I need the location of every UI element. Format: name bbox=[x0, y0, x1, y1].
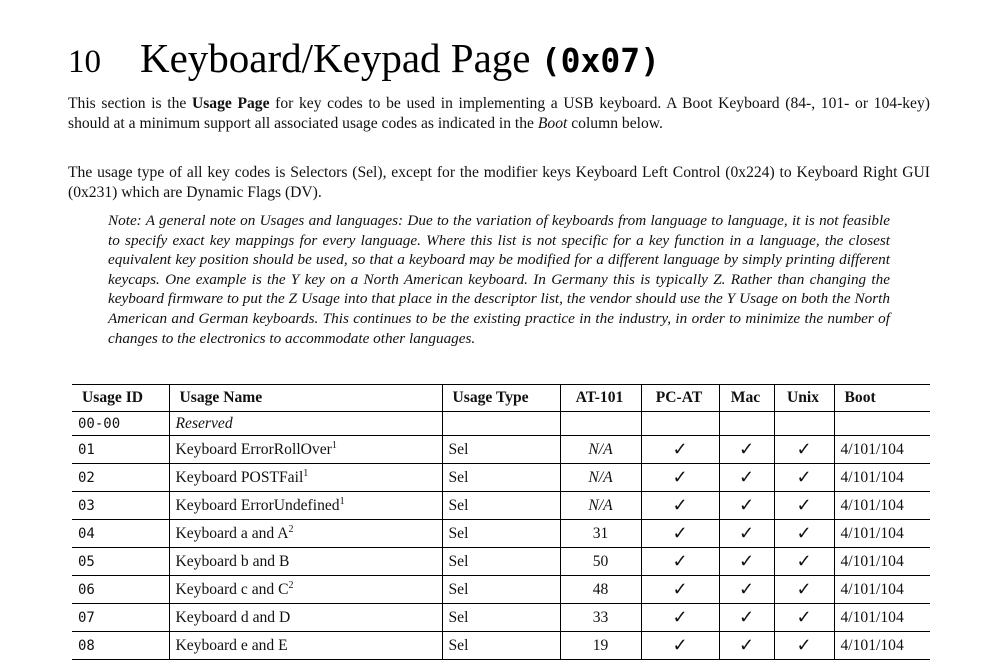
section-heading bbox=[68, 30, 660, 90]
table-row bbox=[72, 492, 930, 520]
table-row bbox=[72, 464, 930, 492]
usage-name-text: Keyboard b and B bbox=[175, 552, 290, 570]
table-body bbox=[72, 412, 930, 660]
cell-pcat-check: ✓ bbox=[641, 464, 719, 492]
cell-usage-type: Sel bbox=[442, 604, 560, 632]
section-title: Keyboard/Keypad Page bbox=[140, 35, 531, 81]
cell-usage-type: Sel bbox=[442, 464, 560, 492]
header-mac: Mac bbox=[719, 385, 774, 412]
cell-usage-name bbox=[169, 412, 442, 436]
cell-unix-check: ✓ bbox=[774, 492, 834, 520]
cell-mac-check: ✓ bbox=[719, 548, 774, 576]
cell-usage-name bbox=[169, 576, 442, 604]
header-unix: Unix bbox=[774, 385, 834, 412]
cell-usage-type: Sel bbox=[442, 632, 560, 660]
section-number: 10 bbox=[68, 44, 101, 80]
cell-mac-check: ✓ bbox=[719, 492, 774, 520]
cell-at101: 19 bbox=[560, 632, 641, 660]
cell-mac-check: ✓ bbox=[719, 436, 774, 464]
cell-mac-check: ✓ bbox=[719, 632, 774, 660]
footnote-marker: 1 bbox=[303, 467, 309, 479]
cell-usage-name bbox=[169, 632, 442, 660]
cell-usage-id: 05 bbox=[72, 548, 169, 576]
cell-boot: 4/101/104 bbox=[834, 604, 930, 632]
cell-mac-check: ✓ bbox=[719, 576, 774, 604]
cell-boot: 4/101/104 bbox=[834, 464, 930, 492]
cell-usage-name bbox=[169, 492, 442, 520]
cell-unix-check: ✓ bbox=[774, 464, 834, 492]
cell-usage-type: Sel bbox=[442, 576, 560, 604]
cell-usage-type: Sel bbox=[442, 492, 560, 520]
table-row bbox=[72, 520, 930, 548]
cell-unix-check: ✓ bbox=[774, 520, 834, 548]
cell-usage-name bbox=[169, 464, 442, 492]
cell-usage-type: Sel bbox=[442, 548, 560, 576]
cell-boot: 4/101/104 bbox=[834, 548, 930, 576]
cell-mac-check bbox=[719, 412, 774, 436]
usage-name-text: Keyboard e and E bbox=[175, 636, 288, 654]
usage-name-text: Keyboard d and D bbox=[175, 608, 291, 626]
usage-name-text: Keyboard c and C bbox=[175, 580, 289, 598]
cell-pcat-check: ✓ bbox=[641, 548, 719, 576]
header-usage-id: Usage ID bbox=[72, 385, 169, 412]
languages-note: Note: A general note on Usages and languages: Due to the variation of keyboards from language to language, it is not feasible to specify exact key mappings for every language. Where this list is not specific for a key function in a language, the closest equivalent key position should be used, so that a keyboard may be modified for a different language by simply printing different keycaps. One example is the Y key on a North American keyboard. In Germany this is typically Z. Rather than changing the keyboard firmware to put the Z Usage into that place in the descriptor list, the vendor should use the Y Usage on both the North American and German keyboards. This continues to be the existing practice in the industry, in order to minimize the number of changes to the electronics to accommodate other languages. bbox=[108, 212, 890, 347]
cell-boot: 4/101/104 bbox=[834, 492, 930, 520]
footnote-marker: 2 bbox=[288, 523, 294, 535]
cell-at101: 31 bbox=[560, 520, 641, 548]
cell-usage-name bbox=[169, 548, 442, 576]
usage-page-term: Usage Page bbox=[191, 95, 270, 112]
usage-name-text: Reserved bbox=[175, 414, 233, 432]
cell-boot bbox=[834, 412, 930, 436]
usage-name-text: Keyboard a and A bbox=[175, 524, 289, 542]
cell-usage-type: Sel bbox=[442, 520, 560, 548]
cell-boot: 4/101/104 bbox=[834, 632, 930, 660]
table-row bbox=[72, 548, 930, 576]
cell-unix-check: ✓ bbox=[774, 632, 834, 660]
cell-usage-type: Sel bbox=[442, 436, 560, 464]
cell-at101: N/A bbox=[560, 492, 641, 520]
cell-pcat-check: ✓ bbox=[641, 604, 719, 632]
cell-pcat-check: ✓ bbox=[641, 632, 719, 660]
cell-unix-check: ✓ bbox=[774, 436, 834, 464]
cell-pcat-check: ✓ bbox=[641, 576, 719, 604]
footnote-marker: 1 bbox=[339, 495, 345, 507]
cell-mac-check: ✓ bbox=[719, 520, 774, 548]
cell-usage-id: 08 bbox=[72, 632, 169, 660]
cell-pcat-check: ✓ bbox=[641, 436, 719, 464]
intro-text-a: This section is the bbox=[68, 95, 192, 112]
table-row bbox=[72, 576, 930, 604]
cell-usage-id: 00-00 bbox=[72, 412, 169, 436]
cell-boot: 4/101/104 bbox=[834, 520, 930, 548]
intro-text-b: for key codes to be used in implementing a USB keyboard. A Boot Keyboard (84-, 101- or 104-key) should at a minimum support all associated usage codes as indicated in the bbox=[68, 95, 930, 132]
cell-at101: N/A bbox=[560, 464, 641, 492]
cell-at101 bbox=[560, 412, 641, 436]
intro-text-c: column below. bbox=[567, 114, 663, 132]
cell-pcat-check bbox=[641, 412, 719, 436]
intro-paragraph bbox=[68, 94, 930, 133]
header-at101: AT-101 bbox=[560, 385, 641, 412]
usage-name-text: Keyboard ErrorRollOver bbox=[175, 440, 332, 458]
header-usage-type: Usage Type bbox=[442, 385, 560, 412]
cell-usage-id: 06 bbox=[72, 576, 169, 604]
cell-unix-check: ✓ bbox=[774, 548, 834, 576]
cell-at101: 33 bbox=[560, 604, 641, 632]
header-pcat: PC-AT bbox=[641, 385, 719, 412]
cell-boot: 4/101/104 bbox=[834, 436, 930, 464]
cell-usage-id: 01 bbox=[72, 436, 169, 464]
table-row bbox=[72, 412, 930, 436]
footnote-marker: 2 bbox=[288, 579, 294, 591]
section-code: (0x07) bbox=[540, 41, 660, 80]
cell-usage-name bbox=[169, 604, 442, 632]
table-row bbox=[72, 632, 930, 660]
cell-unix-check: ✓ bbox=[774, 576, 834, 604]
header-boot: Boot bbox=[834, 385, 930, 412]
cell-usage-id: 03 bbox=[72, 492, 169, 520]
boot-term: Boot bbox=[537, 114, 568, 132]
cell-at101: 48 bbox=[560, 576, 641, 604]
cell-at101: N/A bbox=[560, 436, 641, 464]
cell-unix-check: ✓ bbox=[774, 604, 834, 632]
cell-usage-id: 07 bbox=[72, 604, 169, 632]
cell-pcat-check: ✓ bbox=[641, 520, 719, 548]
table-row bbox=[72, 436, 930, 464]
cell-usage-id: 02 bbox=[72, 464, 169, 492]
table-row bbox=[72, 604, 930, 632]
usage-name-text: Keyboard POSTFail bbox=[175, 468, 304, 486]
cell-usage-id: 04 bbox=[72, 520, 169, 548]
cell-boot: 4/101/104 bbox=[834, 576, 930, 604]
header-usage-name: Usage Name bbox=[169, 385, 442, 412]
cell-mac-check: ✓ bbox=[719, 604, 774, 632]
cell-unix-check bbox=[774, 412, 834, 436]
cell-at101: 50 bbox=[560, 548, 641, 576]
cell-pcat-check: ✓ bbox=[641, 492, 719, 520]
usage-name-text: Keyboard ErrorUndefined bbox=[175, 496, 340, 514]
cell-usage-name bbox=[169, 520, 442, 548]
usage-type-paragraph: The usage type of all key codes is Selectors (Sel), except for the modifier keys Keyboard Left Control (0x224) to Keyboard Right GUI (0x231) which are Dynamic Flags (DV). bbox=[68, 164, 930, 201]
footnote-marker: 1 bbox=[331, 439, 337, 451]
usage-table bbox=[72, 384, 930, 660]
cell-usage-type bbox=[442, 412, 560, 436]
cell-mac-check: ✓ bbox=[719, 464, 774, 492]
cell-usage-name bbox=[169, 436, 442, 464]
table-header-row bbox=[72, 385, 930, 412]
